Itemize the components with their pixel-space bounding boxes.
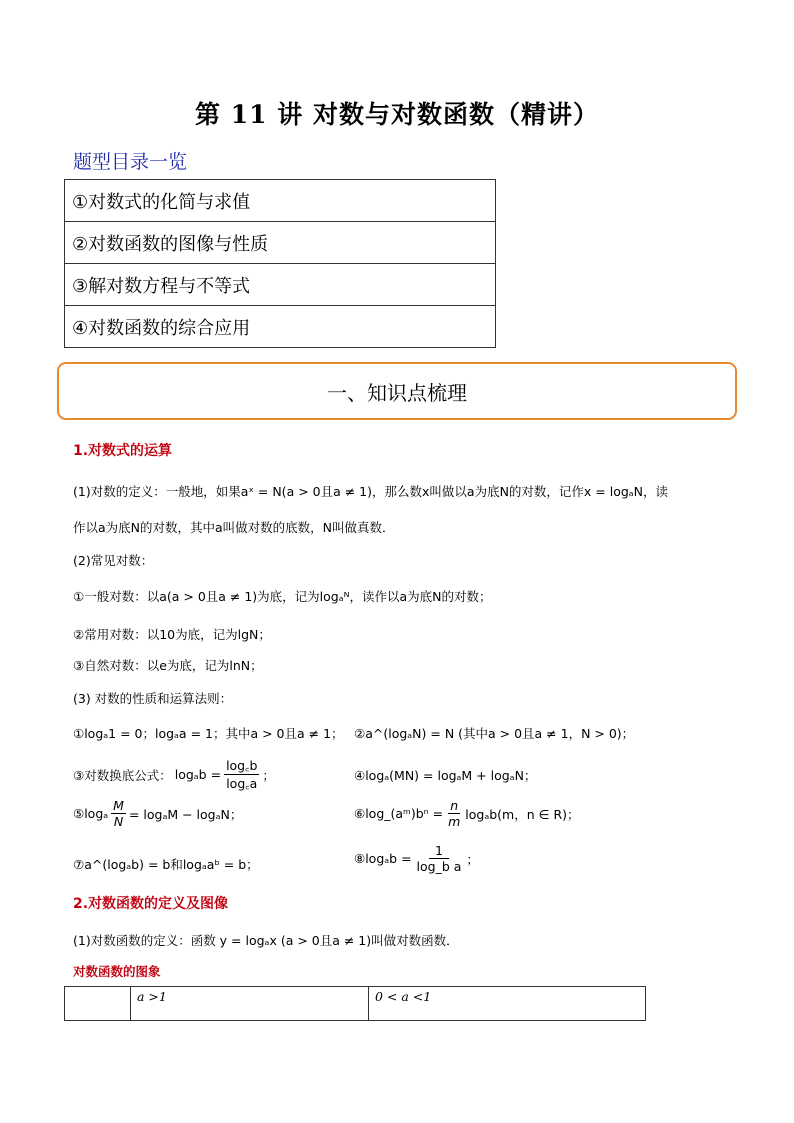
rule-5-prefix: ⑤logₐ bbox=[73, 806, 109, 821]
toc-item: ④对数函数的综合应用 bbox=[65, 306, 496, 348]
rule-8 bbox=[354, 843, 479, 874]
rule-3-denominator: log꜀a bbox=[226, 776, 258, 791]
rule-5-denominator: N bbox=[113, 814, 124, 829]
rule-3-numerator: log꜀b bbox=[226, 758, 258, 773]
rule-3-fraction bbox=[224, 757, 259, 792]
page-title: 第 11 讲 对数与对数函数（精讲） bbox=[195, 100, 599, 129]
rule-3-lhs: logₐb = bbox=[174, 767, 222, 782]
toc-item: ②对数函数的图像与性质 bbox=[65, 222, 496, 264]
table-header-cell: a >1 bbox=[131, 987, 369, 1021]
rule-1: ①logₐ1 = 0；logₐa = 1；其中a > 0且a ≠ 1； bbox=[73, 726, 344, 741]
rule-7: ⑦a^(logₐb) = b和logₐaᵇ = b； bbox=[73, 857, 259, 872]
common-log-1: ①一般对数：以a(a > 0且a ≠ 1)为底，记为logₐᴺ，读作以a为底N的对数； bbox=[73, 589, 492, 604]
graph-table bbox=[64, 986, 646, 1021]
rule-8-fraction bbox=[415, 843, 464, 874]
rule-6-prefix: ⑥log_(aᵐ)bⁿ = bbox=[354, 806, 444, 821]
section-banner bbox=[57, 362, 737, 420]
toc-item: ①对数式的化简与求值 bbox=[65, 180, 496, 222]
properties-heading: (3) 对数的性质和运算法则： bbox=[73, 691, 233, 706]
definition-line-2: 作以a为底N的对数，其中a叫做对数的底数，N叫做真数． bbox=[73, 520, 395, 535]
table-header-cell bbox=[65, 987, 131, 1021]
rule-4: ④logₐ(MN) = logₐM + logₐN； bbox=[354, 768, 537, 783]
rule-6 bbox=[354, 798, 580, 829]
rule-5-numerator: M bbox=[113, 798, 124, 813]
section-heading-1: 1.对数式的运算 bbox=[73, 443, 173, 459]
rule-6-fraction bbox=[446, 798, 462, 829]
common-logs-heading: (2)常见对数： bbox=[73, 553, 154, 568]
rule-6-suffix: logₐb(m，n ∈ R)； bbox=[465, 806, 580, 822]
rule-8-numerator: 1 bbox=[429, 843, 449, 859]
rule-8-prefix: ⑧logₐb = bbox=[354, 851, 412, 866]
definition-line-1: (1)对数的定义：一般地，如果aˣ = N(a > 0且a ≠ 1)，那么数x叫做以a为底N的对数，记作x = logₐN，读 bbox=[73, 484, 669, 499]
graph-heading: 对数函数的图象 bbox=[73, 964, 161, 979]
rule-3-label: ③对数换底公式： bbox=[73, 767, 172, 783]
common-log-3: ③自然对数：以e为底，记为lnN； bbox=[73, 658, 263, 673]
function-definition: (1)对数函数的定义：函数 y = logₐx (a > 0且a ≠ 1)叫做对数函数． bbox=[73, 933, 459, 948]
section-heading-2: 2.对数函数的定义及图像 bbox=[73, 896, 229, 912]
rule-6-numerator: n bbox=[450, 798, 459, 813]
common-log-2: ②常用对数：以10为底，记为lgN； bbox=[73, 627, 271, 642]
rule-8-denominator: log_b a bbox=[416, 859, 462, 874]
toc-table bbox=[64, 179, 496, 348]
rule-5 bbox=[73, 798, 242, 829]
rule-8-suffix: ； bbox=[466, 851, 479, 867]
table-header-cell: 0 < a <1 bbox=[369, 987, 646, 1021]
rule-5-fraction bbox=[111, 798, 126, 829]
rule-5-suffix: = logₐM − logₐN； bbox=[128, 806, 243, 822]
rule-6-denominator: m bbox=[448, 814, 461, 829]
toc-item: ③解对数方程与不等式 bbox=[65, 264, 496, 306]
toc-heading: 题型目录一览 bbox=[73, 151, 188, 173]
table-row bbox=[65, 987, 646, 1021]
rule-3: ③对数换底公式： logₐb = $\frac{\log꜀b}{\log꜀a}$ ； bbox=[73, 758, 275, 791]
rule-2: ②a^(logₐN) = N (其中a > 0且a ≠ 1，N > 0)； bbox=[354, 726, 635, 741]
banner-label: 一、知识点梳理 bbox=[327, 380, 467, 405]
